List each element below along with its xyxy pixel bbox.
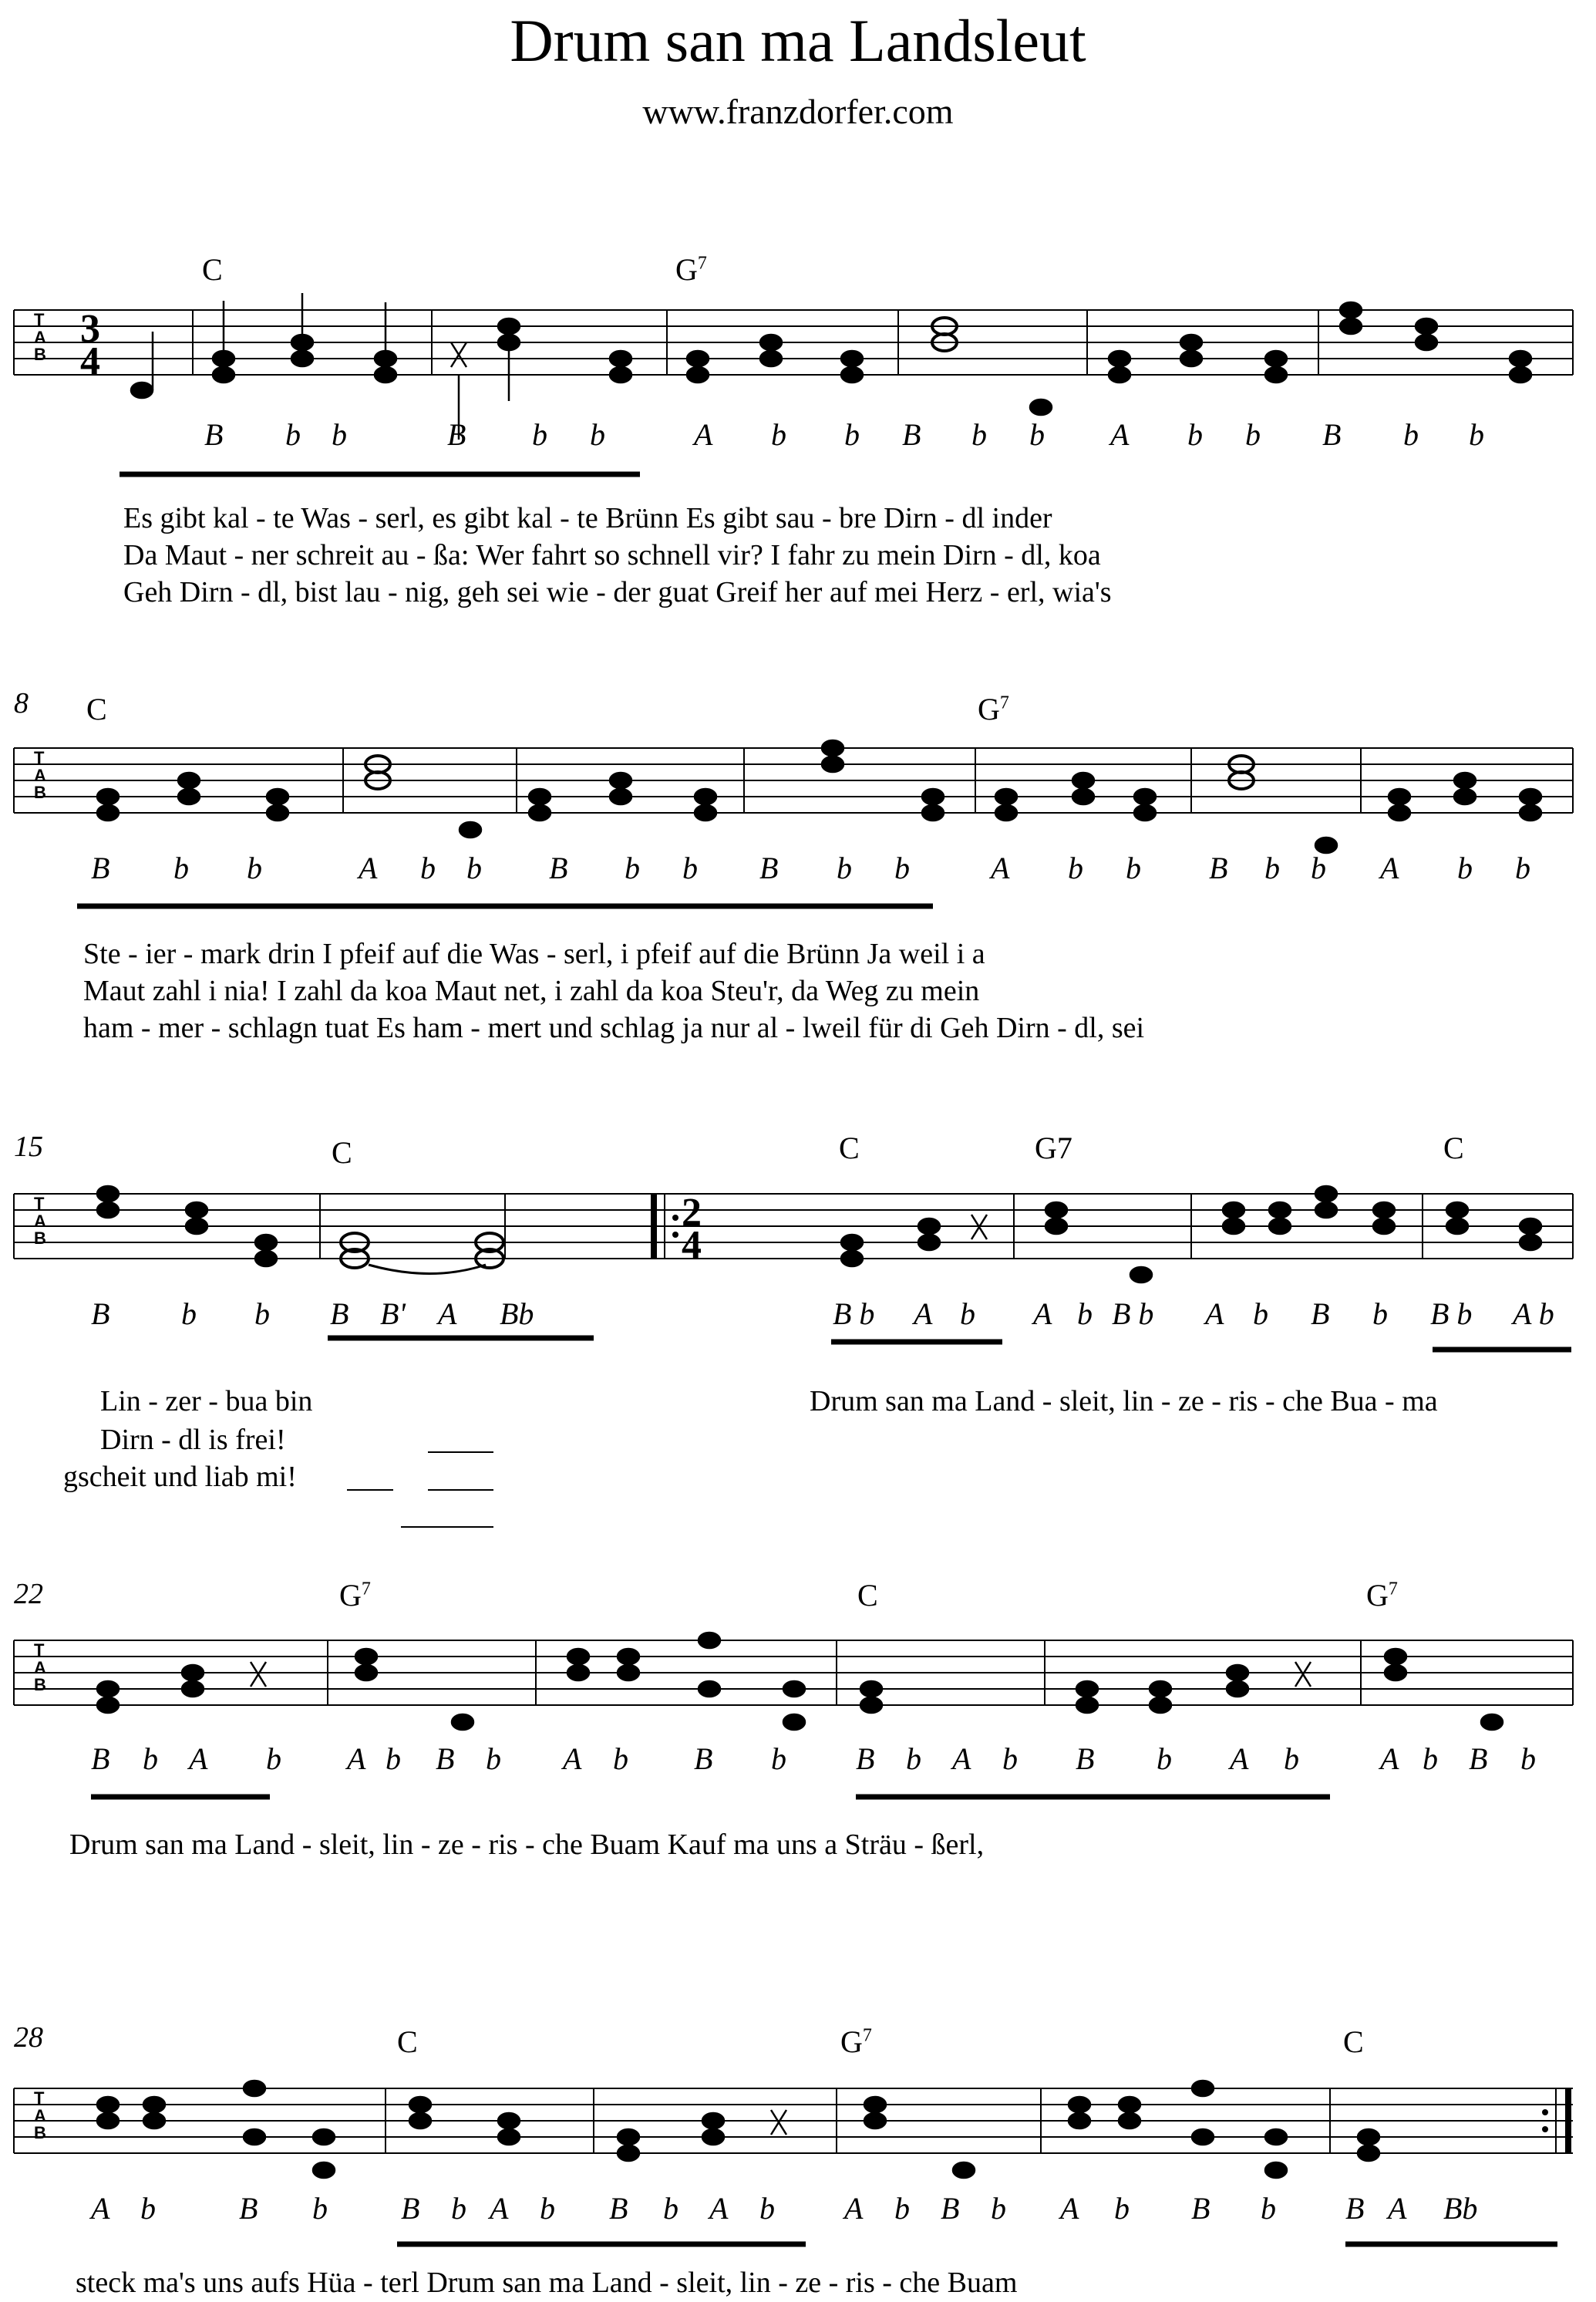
- svg-text:A: A: [34, 1658, 46, 1677]
- bass-note: B: [609, 2191, 628, 2226]
- bass-note: B: [436, 1741, 455, 1776]
- lyric-refrain: steck ma's uns aufs Hüa - terl Drum san ma Land - sleit, lin - ze - ris - che Buam: [76, 2267, 1018, 2299]
- bass-note: A: [359, 851, 378, 885]
- bass-note: B: [91, 851, 110, 885]
- bass-note: A: [1388, 2191, 1407, 2226]
- bass-note: b: [625, 851, 640, 885]
- lyric-verse-3: Geh Dirn - dl, bist lau - nig, geh sei wie - der guat Greif her auf mei Herz - erl, wia's: [123, 576, 1112, 608]
- bass-note: b: [1457, 851, 1473, 885]
- bass-note: b: [254, 1296, 270, 1331]
- svg-text:A: A: [34, 1212, 46, 1231]
- bass-note: A: [347, 1741, 366, 1776]
- bass-note: b: [143, 1741, 158, 1776]
- bass-note: B: [330, 1296, 349, 1331]
- bass-note: B: [549, 851, 568, 885]
- bass-note: b: [247, 851, 262, 885]
- bass-note: b: [1077, 1296, 1093, 1331]
- bass-note: b: [613, 1741, 628, 1776]
- bass-note: b: [1157, 1741, 1172, 1776]
- svg-text:T: T: [34, 1640, 45, 1660]
- time-signature-denominator: 4: [80, 339, 100, 383]
- system-2: [0, 663, 1596, 1095]
- system-5: [0, 2021, 1596, 2302]
- bass-note: A: [1110, 417, 1130, 452]
- bass-note: B b: [833, 1296, 875, 1331]
- tab-letter-b: B: [34, 345, 46, 364]
- system-4: [0, 1562, 1596, 1886]
- bass-note: b: [532, 417, 547, 452]
- chord-label: C: [1443, 1131, 1464, 1165]
- lyric-verse-1: Ste - ier - mark drin I pfeif auf die Was - serl, i pfeif auf die Brünn Ja weil i a: [83, 938, 985, 970]
- bass-note: b: [1114, 2191, 1130, 2226]
- bass-note: A: [1205, 1296, 1224, 1331]
- bass-note: b: [1520, 1741, 1536, 1776]
- bass-note: b: [894, 2191, 910, 2226]
- song-title: Drum san ma Landsleut: [510, 7, 1086, 74]
- bass-note: b: [894, 851, 910, 885]
- lyric-verse-2: Maut zahl i nia! I zahl da koa Maut net, i zahl da koa Steu'r, da Weg zu mein: [83, 975, 980, 1007]
- bass-note: A: [189, 1741, 208, 1776]
- chord-label: G7: [1035, 1131, 1072, 1165]
- bass-note: b: [1187, 417, 1203, 452]
- bass-note: b: [1029, 417, 1045, 452]
- bass-note: b: [1068, 851, 1083, 885]
- bass-note: b: [960, 1296, 975, 1331]
- bass-note: b: [1002, 1741, 1018, 1776]
- tab-staff: [0, 0, 1596, 632]
- bass-note: b: [540, 2191, 555, 2226]
- lyric-refrain: Drum san ma Land - sleit, lin - ze - ris - che Buam Kauf ma uns a Sträu - ßerl,: [69, 1828, 985, 1861]
- bass-note: b: [451, 2191, 466, 2226]
- bass-note: b: [1403, 417, 1419, 452]
- bass-note: b: [332, 417, 347, 452]
- bass-note: A b: [1513, 1296, 1554, 1331]
- chord-label: $G^7$: [1366, 1578, 1398, 1613]
- svg-text:B: B: [34, 2123, 46, 2142]
- chord-label: C: [397, 2024, 418, 2059]
- lyric-verse-3: gscheit und liab mi!: [63, 1461, 297, 1493]
- bass-note: B: [1209, 851, 1228, 885]
- website-url: www.franzdorfer.com: [642, 92, 954, 131]
- bass-note: B: [401, 2191, 420, 2226]
- lyric-verse-2: Dirn - dl is frei!: [100, 1424, 286, 1456]
- bass-note: A: [709, 2191, 729, 2226]
- bass-note: Bb: [1443, 2191, 1478, 2226]
- bass-note: b: [1264, 851, 1280, 885]
- bass-note: b: [682, 851, 698, 885]
- bass-note: b: [771, 417, 786, 452]
- bass-note: Bb: [500, 1296, 534, 1331]
- bass-note: B: [91, 1741, 110, 1776]
- chord-label: $G^7$: [339, 1578, 371, 1613]
- tab-letter-t: T: [34, 310, 45, 329]
- bass-note: B: [694, 1741, 713, 1776]
- bass-note: B: [239, 2191, 258, 2226]
- bass-note: b: [971, 417, 987, 452]
- bass-note: b: [486, 1741, 501, 1776]
- bass-note: b: [759, 2191, 775, 2226]
- svg-text:B: B: [34, 783, 46, 802]
- bass-note: b: [663, 2191, 678, 2226]
- lyric-verse-3: ham - mer - schlagn tuat Es ham - mert und schlag ja nur al - lweil für di Geh Dirn - dl, sei: [83, 1012, 1145, 1044]
- bass-note: b: [140, 2191, 156, 2226]
- bass-note: b: [1372, 1296, 1388, 1331]
- measure-number: 15: [14, 1131, 43, 1163]
- bass-note: b: [1261, 2191, 1276, 2226]
- bass-note: B: [91, 1296, 110, 1331]
- bass-note: b: [590, 417, 605, 452]
- lyric-verse-2: Da Maut - ner schreit au - ßa: Wer fahrt so schnell vir? I fahr zu mein Dirn - dl, koa: [123, 539, 1101, 571]
- bass-note: A: [563, 1741, 582, 1776]
- chord-label: $G^7$: [840, 2024, 872, 2059]
- svg-text:A: A: [34, 766, 46, 785]
- lyric-verse-1: Lin - zer - bua bin: [100, 1385, 313, 1417]
- lyric-refrain: Drum san ma Land - sleit, lin - ze - ris - che Bua - ma: [810, 1385, 1438, 1417]
- bass-note: A: [844, 2191, 864, 2226]
- system-1: [0, 0, 1596, 632]
- bass-note: B: [759, 851, 779, 885]
- bass-note: B: [1076, 1741, 1095, 1776]
- bass-note: A: [694, 417, 713, 452]
- measure-number: 28: [14, 2021, 43, 2054]
- svg-text:A: A: [34, 2106, 46, 2125]
- bass-note: b: [266, 1741, 281, 1776]
- bass-note: A: [91, 2191, 110, 2226]
- bass-note: B: [204, 417, 224, 452]
- bass-note: b: [1423, 1741, 1438, 1776]
- chord-label: $G^7$: [675, 252, 707, 287]
- bass-note: A: [991, 851, 1010, 885]
- bass-note: B: [1191, 2191, 1210, 2226]
- bass-note: B: [856, 1741, 875, 1776]
- bass-note: A: [1060, 2191, 1079, 2226]
- svg-text:T: T: [34, 2088, 45, 2108]
- chord-label: C: [86, 692, 107, 726]
- system-3: [0, 1107, 1596, 1539]
- bass-note: B: [1311, 1296, 1330, 1331]
- measure-number: 8: [14, 687, 29, 720]
- bass-note: B b: [1112, 1296, 1154, 1331]
- bass-note: b: [181, 1296, 197, 1331]
- svg-text:T: T: [34, 1194, 45, 1213]
- bass-note: B: [1345, 2191, 1365, 2226]
- bass-note: A: [1380, 1741, 1399, 1776]
- chord-label: C: [839, 1131, 860, 1165]
- bass-note: b: [906, 1741, 921, 1776]
- bass-note: b: [1311, 851, 1326, 885]
- tab-letter-a: A: [34, 328, 46, 347]
- bass-note: B: [902, 417, 921, 452]
- chord-label: $G^7$: [978, 692, 1009, 726]
- bass-note: b: [1515, 851, 1530, 885]
- bass-note: B: [1469, 1741, 1488, 1776]
- chord-label: C: [332, 1135, 352, 1170]
- bass-note: b: [837, 851, 852, 885]
- measure-number: 22: [14, 1578, 43, 1610]
- bass-note: b: [1126, 851, 1141, 885]
- lyric-verse-1: Es gibt kal - te Was - serl, es gibt kal - te Brünn Es gibt sau - bre Dirn - dl inder: [123, 502, 1052, 534]
- bass-note: b: [844, 417, 860, 452]
- svg-text:T: T: [34, 748, 45, 767]
- bass-note: b: [991, 2191, 1006, 2226]
- bass-note: b: [420, 851, 436, 885]
- bass-note: B: [1322, 417, 1342, 452]
- bass-note: A: [490, 2191, 509, 2226]
- bass-note: b: [1284, 1741, 1299, 1776]
- bass-note: b: [1469, 417, 1484, 452]
- bass-note: A: [438, 1296, 457, 1331]
- bass-note: B': [380, 1296, 406, 1331]
- chord-label: C: [857, 1578, 878, 1613]
- bass-note: b: [312, 2191, 328, 2226]
- bass-note: A: [952, 1741, 971, 1776]
- tab-staff: [0, 2021, 1596, 2302]
- bass-note: b: [771, 1741, 786, 1776]
- bass-note: A: [1033, 1296, 1052, 1331]
- bass-note: B b: [1430, 1296, 1473, 1331]
- bass-note: b: [1253, 1296, 1268, 1331]
- chord-label: C: [1343, 2024, 1364, 2059]
- bass-note: b: [386, 1741, 401, 1776]
- bass-note: A: [1380, 851, 1399, 885]
- time-signature-numerator: 3: [80, 307, 100, 351]
- bass-note: A: [914, 1296, 933, 1331]
- svg-text:B: B: [34, 1675, 46, 1694]
- bass-note: A: [1230, 1741, 1249, 1776]
- bass-note: b: [285, 417, 301, 452]
- svg-text:B: B: [34, 1229, 46, 1248]
- time-signature-numerator: 2: [682, 1191, 702, 1235]
- bass-note: B: [447, 417, 466, 452]
- chord-label: C: [202, 252, 223, 287]
- bass-note: b: [466, 851, 482, 885]
- bass-note: b: [1245, 417, 1261, 452]
- bass-note: B: [941, 2191, 960, 2226]
- time-signature-denominator: 4: [682, 1223, 702, 1267]
- bass-note: b: [173, 851, 189, 885]
